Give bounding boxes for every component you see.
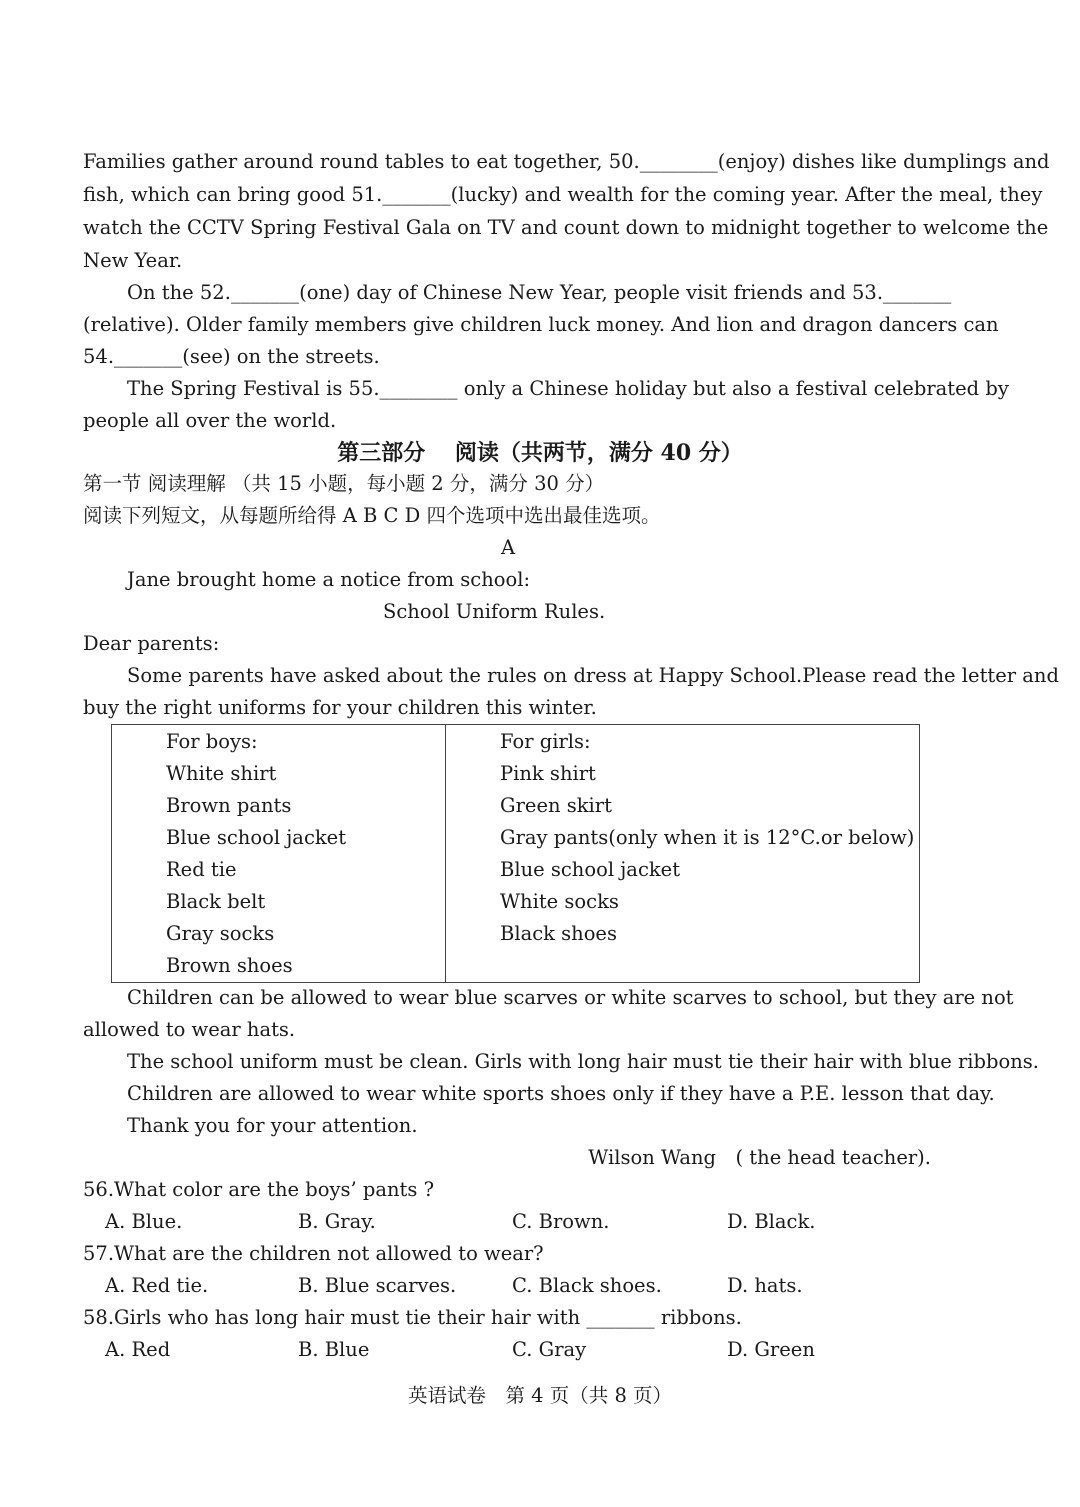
- cloze-line: (relative). Older family members give children luck money. And lion and dragon dancers can: [83, 313, 999, 336]
- cloze-line: Families gather around round tables to eat together, 50.________(enjoy) dishes like dumplings and: [83, 150, 1050, 173]
- answer-option[interactable]: C. Gray: [512, 1338, 587, 1361]
- section-instruction: 阅读下列短文，从每题所给得 A B C D 四个选项中选出最佳选项。: [83, 504, 661, 527]
- uniform-table: [111, 724, 920, 983]
- cloze-line: watch the CCTV Spring Festival Gala on TV and count down to midnight together to welcome the: [83, 216, 1049, 239]
- passage-paragraph: allowed to wear hats.: [83, 1018, 296, 1041]
- boys-item: Brown shoes: [166, 954, 293, 977]
- section-heading: 第三部分 阅读（共两节，满分 40 分）: [337, 440, 743, 466]
- answer-option[interactable]: D. Black.: [727, 1210, 816, 1233]
- salutation: Dear parents:: [83, 632, 220, 655]
- girls-item: Green skirt: [500, 794, 612, 817]
- boys-item: Black belt: [166, 890, 266, 913]
- boys-item: Gray socks: [166, 922, 275, 945]
- notice-title: School Uniform Rules.: [383, 600, 606, 623]
- cloze-line: people all over the world.: [83, 409, 337, 432]
- answer-option[interactable]: A. Red tie.: [105, 1274, 209, 1297]
- boys-item: White shirt: [166, 762, 277, 785]
- girls-item: Pink shirt: [500, 762, 596, 785]
- page-footer: 英语试卷 第 4 页（共 8 页）: [407, 1384, 673, 1407]
- passage-intro: Jane brought home a notice from school:: [127, 568, 531, 591]
- boys-item: Brown pants: [166, 794, 292, 817]
- signature: Wilson Wang ( the head teacher).: [588, 1146, 931, 1169]
- passage-paragraph: Some parents have asked about the rules on dress at Happy School.Please read the letter and: [127, 664, 1059, 687]
- answer-option[interactable]: C. Brown.: [512, 1210, 610, 1233]
- passage-paragraph: Children are allowed to wear white sports shoes only if they have a P.E. lesson that day.: [127, 1082, 995, 1105]
- passage-paragraph: Children can be allowed to wear blue scarves or white scarves to school, but they are not: [127, 986, 1014, 1009]
- answer-option[interactable]: D. Green: [727, 1338, 815, 1361]
- girls-item: Black shoes: [500, 922, 617, 945]
- cloze-line: New Year.: [83, 249, 183, 272]
- girls-item: For girls:: [500, 730, 591, 753]
- answer-option[interactable]: B. Gray.: [298, 1210, 376, 1233]
- cloze-line: 54._______(see) on the streets.: [83, 345, 380, 368]
- girls-item: Gray pants(only when it is 12°C.or below): [500, 826, 915, 849]
- cloze-line: On the 52._______(one) day of Chinese New Year, people visit friends and 53._______: [127, 281, 952, 304]
- girls-column: [446, 725, 920, 983]
- passage-paragraph: The school uniform must be clean. Girls with long hair must tie their hair with blue ribbons.: [127, 1050, 1039, 1073]
- boys-item: For boys:: [166, 730, 258, 753]
- question-stem: 58.Girls who has long hair must tie their hair with _______ ribbons.: [83, 1306, 742, 1329]
- girls-item: Blue school jacket: [500, 858, 681, 881]
- passage-label: A: [501, 536, 516, 559]
- question-stem: 57.What are the children not allowed to wear?: [83, 1242, 544, 1265]
- cloze-line: fish, which can bring good 51._______(lucky) and wealth for the coming year. After the meal, they: [83, 183, 1043, 206]
- cloze-line: The Spring Festival is 55.________ only a Chinese holiday but also a festival celebrated by: [127, 377, 1009, 400]
- answer-option[interactable]: C. Black shoes.: [512, 1274, 662, 1297]
- answer-option[interactable]: B. Blue scarves.: [298, 1274, 457, 1297]
- answer-option[interactable]: B. Blue: [298, 1338, 370, 1361]
- answer-option[interactable]: D. hats.: [727, 1274, 803, 1297]
- boys-item: Blue school jacket: [166, 826, 347, 849]
- section-subheading: 第一节 阅读理解 （共 15 小题，每小题 2 分，满分 30 分）: [83, 472, 605, 495]
- passage-paragraph: Thank you for your attention.: [127, 1114, 418, 1137]
- answer-option[interactable]: A. Blue.: [105, 1210, 183, 1233]
- question-stem: 56.What color are the boys’ pants ?: [83, 1178, 435, 1201]
- answer-option[interactable]: A. Red: [105, 1338, 171, 1361]
- girls-item: White socks: [500, 890, 619, 913]
- boys-column: [112, 725, 446, 983]
- boys-item: Red tie: [166, 858, 237, 881]
- passage-paragraph: buy the right uniforms for your children this winter.: [83, 696, 597, 719]
